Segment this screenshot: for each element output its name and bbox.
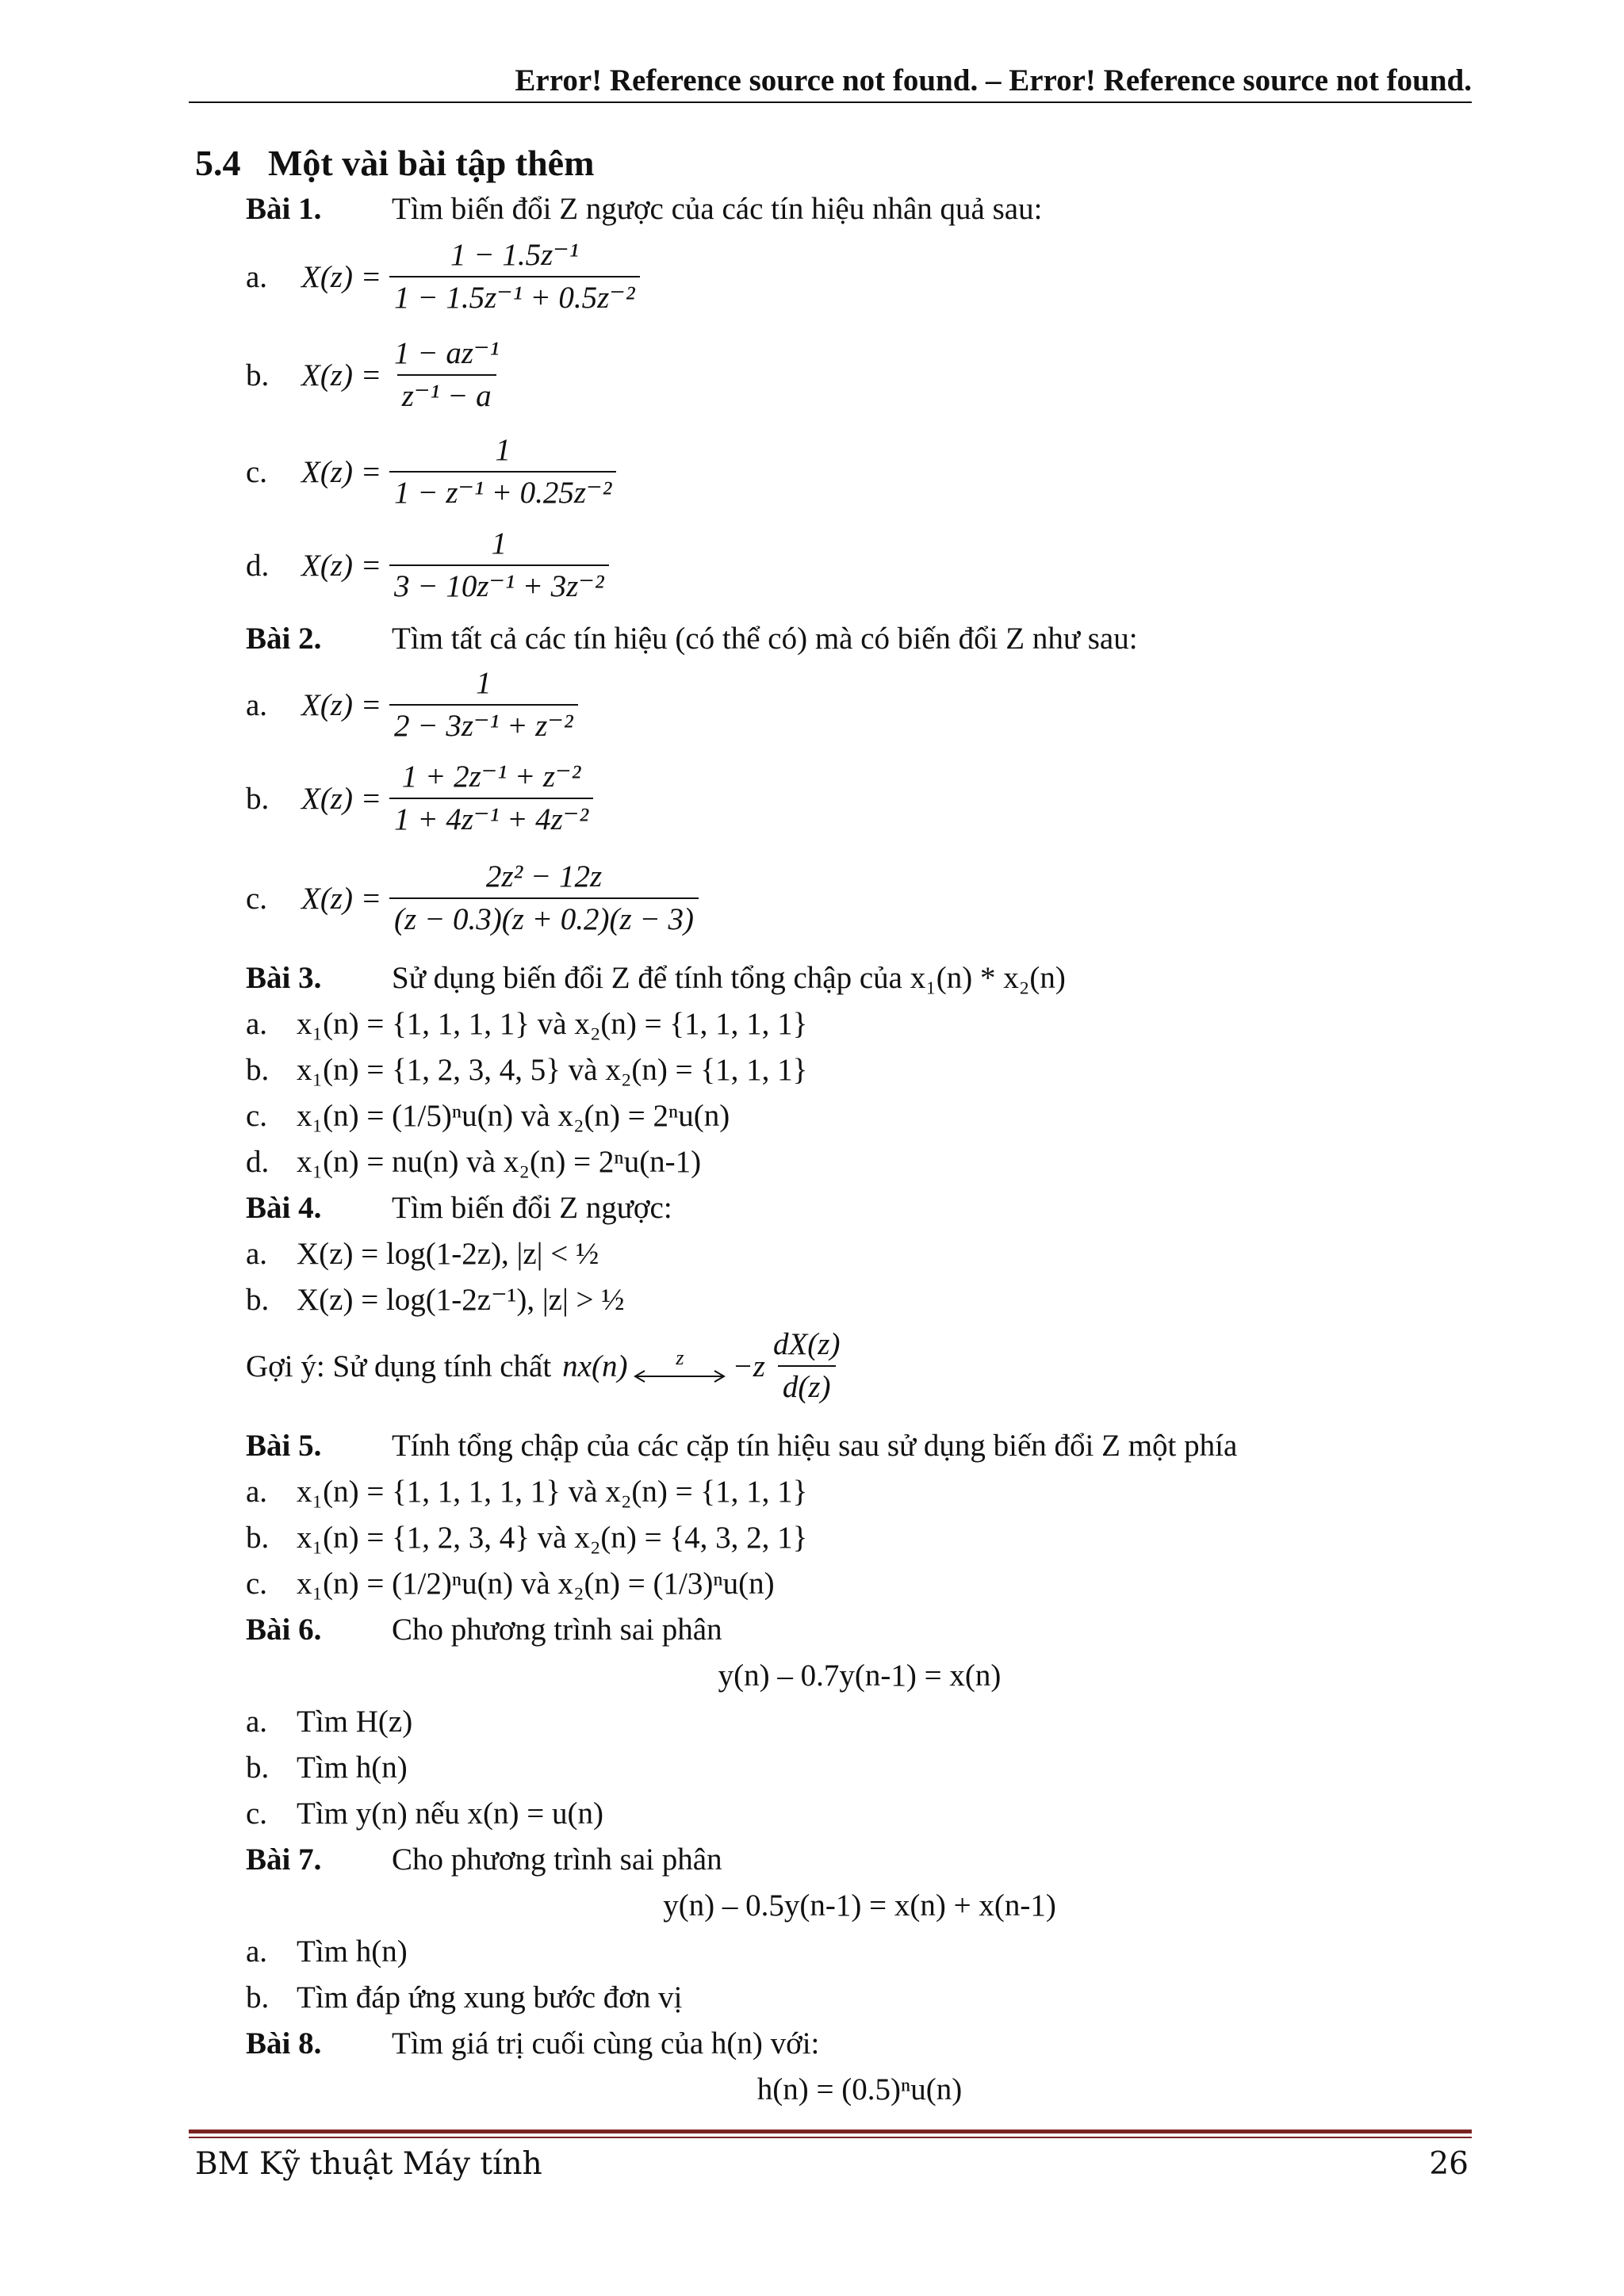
item-letter: c.: [246, 454, 268, 489]
exercise-prompt: Tìm biến đổi Z ngược của các tín hiệu nhân quả sau:: [392, 192, 1043, 226]
item-letter: a.: [246, 1934, 268, 1969]
exercise-1-item-d: [246, 526, 609, 604]
fraction: [389, 760, 593, 837]
exercise-7-heading: [246, 1841, 722, 1879]
item-letter: d.: [246, 548, 270, 583]
exercise-3-item-a: [246, 1005, 807, 1043]
item-letter: b.: [246, 1053, 270, 1087]
exercise-label: Bài 7.: [246, 1843, 322, 1877]
numerator: 1 − az⁻¹: [394, 336, 500, 370]
item-letter: a.: [246, 259, 268, 294]
exercise-6-item-a: [246, 1703, 412, 1741]
exercise-label: Bài 6.: [246, 1613, 322, 1647]
item-letter: b.: [246, 781, 270, 816]
denominator: 1 + 4z⁻¹ + 4z⁻²: [389, 798, 593, 837]
item-text: x₁(n) = {1, 1, 1, 1, 1} và x₂(n) = {1, 1, 1}: [297, 1475, 808, 1509]
numerator: 2z² − 12z: [485, 859, 603, 894]
transform-arrow: [632, 1348, 727, 1384]
exercise-prompt: Tìm giá trị cuối cùng của h(n) với:: [392, 2026, 820, 2061]
section-number: 5.4: [195, 143, 241, 183]
fraction: [768, 1327, 845, 1405]
fraction: [389, 666, 578, 744]
exercise-6-heading: [246, 1611, 722, 1649]
exercise-6-item-b: [246, 1749, 408, 1787]
denominator: 1 − 1.5z⁻¹ + 0.5z⁻²: [389, 276, 640, 316]
item-letter: b.: [246, 1751, 270, 1785]
exercise-label: Bài 1.: [246, 192, 322, 226]
footer-department: BM Kỹ thuật Máy tính: [195, 2146, 542, 2182]
exercise-prompt: Cho phương trình sai phân: [392, 1613, 722, 1647]
exercise-2-heading: [246, 620, 1138, 658]
fraction: [389, 526, 609, 604]
exercise-7-item-b: [246, 1979, 682, 2017]
item-letter: c.: [246, 1567, 268, 1601]
denominator: 3 − 10z⁻¹ + 3z⁻²: [389, 564, 609, 604]
hint-lhs: nx(n): [562, 1349, 628, 1383]
numerator: 1: [476, 666, 492, 700]
section-heading: [195, 141, 594, 186]
header-divider: [189, 101, 1472, 103]
fraction: [389, 859, 699, 937]
fraction: [389, 336, 504, 414]
exercise-label: Bài 2.: [246, 622, 322, 656]
item-text: x₁(n) = {1, 2, 3, 4, 5} và x₂(n) = {1, 1, 1}: [297, 1053, 808, 1087]
item-letter: a.: [246, 1475, 268, 1509]
equation-lhs: X(z) =: [301, 259, 382, 294]
exercise-label: Bài 5.: [246, 1429, 322, 1463]
item-letter: a.: [246, 1705, 268, 1739]
item-text: X(z) = log(1-2z⁻¹), |z| > ½: [297, 1283, 625, 1317]
equation-lhs: X(z) =: [301, 687, 382, 722]
arrow-label: z: [676, 1346, 684, 1369]
item-text: x₁(n) = {1, 1, 1, 1} và x₂(n) = {1, 1, 1, 1}: [297, 1007, 808, 1041]
running-header: Error! Reference source not found. – Error! Reference source not found.: [515, 63, 1472, 98]
fraction: [389, 238, 640, 316]
exercise-2-item-a: [246, 666, 578, 744]
item-text: Tìm h(n): [297, 1934, 408, 1969]
footer-divider-thin: [189, 2137, 1472, 2138]
item-text: Tìm h(n): [297, 1751, 408, 1785]
exercise-3-heading: [246, 959, 1066, 997]
numerator: 1 − 1.5z⁻¹: [450, 238, 579, 272]
item-text: Tìm H(z): [297, 1705, 413, 1739]
denominator: d(z): [778, 1365, 836, 1405]
item-text: x₁(n) = (1/2)ⁿu(n) và x₂(n) = (1/3)ⁿu(n): [297, 1567, 775, 1601]
item-text: Tìm y(n) nếu x(n) = u(n): [297, 1797, 603, 1831]
item-text: x₁(n) = nu(n) và x₂(n) = 2ⁿu(n-1): [297, 1145, 702, 1179]
item-letter: a.: [246, 1237, 268, 1271]
exercise-1-item-a: [246, 238, 640, 316]
exercise-4-heading: [246, 1189, 672, 1227]
item-text: x₁(n) = {1, 2, 3, 4} và x₂(n) = {4, 3, 2, 1}: [297, 1521, 808, 1555]
item-letter: b.: [246, 1283, 270, 1317]
equation-lhs: X(z) =: [301, 454, 382, 489]
equation-lhs: X(z) =: [301, 548, 382, 583]
exercise-1-item-b: [246, 336, 504, 414]
exercise-7-item-a: [246, 1933, 408, 1971]
exercise-6-item-c: [246, 1795, 603, 1833]
equation-lhs: X(z) =: [301, 781, 382, 816]
item-letter: b.: [246, 1521, 270, 1555]
hint-rhs: −z: [732, 1349, 765, 1383]
exercise-3-item-c: [246, 1097, 730, 1135]
hint-text: Gợi ý: Sử dụng tính chất: [246, 1349, 552, 1383]
numerator: 1 + 2z⁻¹ + z⁻²: [401, 760, 581, 794]
exercise-3-item-b: [246, 1051, 807, 1089]
exercise-5-item-c: [246, 1565, 775, 1603]
denominator: 2 − 3z⁻¹ + z⁻²: [389, 704, 578, 744]
footer-divider: [189, 2130, 1472, 2133]
equation-lhs: X(z) =: [301, 881, 382, 916]
item-text: X(z) = log(1-2z), |z| < ½: [297, 1237, 599, 1271]
exercise-4-hint: [246, 1327, 845, 1405]
numerator: dX(z): [772, 1327, 841, 1361]
denominator: (z − 0.3)(z + 0.2)(z − 3): [389, 897, 699, 937]
item-letter: d.: [246, 1145, 270, 1179]
item-letter: c.: [246, 1797, 268, 1831]
equation-lhs: X(z) =: [301, 358, 382, 392]
item-letter: a.: [246, 1007, 268, 1041]
exercise-label: Bài 8.: [246, 2026, 322, 2061]
exercise-2-item-b: [246, 760, 593, 837]
item-letter: c.: [246, 881, 268, 916]
exercise-2-item-c: [246, 859, 699, 937]
numerator: 1: [491, 526, 508, 561]
item-letter: b.: [246, 358, 270, 392]
exercise-4-item-a: [246, 1235, 599, 1273]
fraction: [389, 433, 616, 511]
numerator: 1: [495, 433, 511, 467]
exercise-8-heading: [246, 2025, 819, 2063]
denominator: z⁻¹ − a: [397, 374, 496, 414]
item-text: x₁(n) = (1/5)ⁿu(n) và x₂(n) = 2ⁿu(n): [297, 1099, 730, 1133]
exercise-prompt: Tìm biến đổi Z ngược:: [392, 1191, 672, 1225]
exercise-prompt: Tính tổng chập của các cặp tín hiệu sau sử dụng biến đổi Z một phía: [392, 1429, 1238, 1463]
exercise-label: Bài 3.: [246, 961, 322, 995]
double-arrow-icon: [632, 1368, 727, 1384]
exercise-1-heading: [246, 190, 1042, 228]
item-letter: b.: [246, 1980, 270, 2015]
item-text: Tìm đáp ứng xung bước đơn vị: [297, 1980, 683, 2015]
exercise-label: Bài 4.: [246, 1191, 322, 1225]
exercise-3-item-d: [246, 1143, 701, 1181]
section-title-text: Một vài bài tập thêm: [268, 143, 595, 183]
exercise-5-item-a: [246, 1473, 807, 1511]
exercise-8-equation: h(n) = (0.5)ⁿu(n): [756, 2072, 963, 2107]
exercise-prompt: Tìm tất cả các tín hiệu (có thể có) mà có biến đổi Z như sau:: [392, 622, 1138, 656]
exercise-5-heading: [246, 1427, 1237, 1465]
exercise-5-item-b: [246, 1519, 807, 1557]
exercise-7-equation: y(n) – 0.5y(n-1) = x(n) + x(n-1): [663, 1888, 1056, 1923]
exercise-prompt: Cho phương trình sai phân: [392, 1843, 722, 1877]
exercise-1-item-c: [246, 433, 616, 511]
exercise-6-equation: y(n) – 0.7y(n-1) = x(n): [718, 1659, 1002, 1693]
page-number: 26: [1429, 2146, 1469, 2182]
exercise-4-item-b: [246, 1281, 625, 1319]
item-letter: a.: [246, 687, 268, 722]
exercise-prompt: Sử dụng biến đổi Z để tính tổng chập của x₁(n) * x₂(n): [392, 961, 1066, 995]
item-letter: c.: [246, 1099, 268, 1133]
denominator: 1 − z⁻¹ + 0.25z⁻²: [389, 471, 616, 511]
